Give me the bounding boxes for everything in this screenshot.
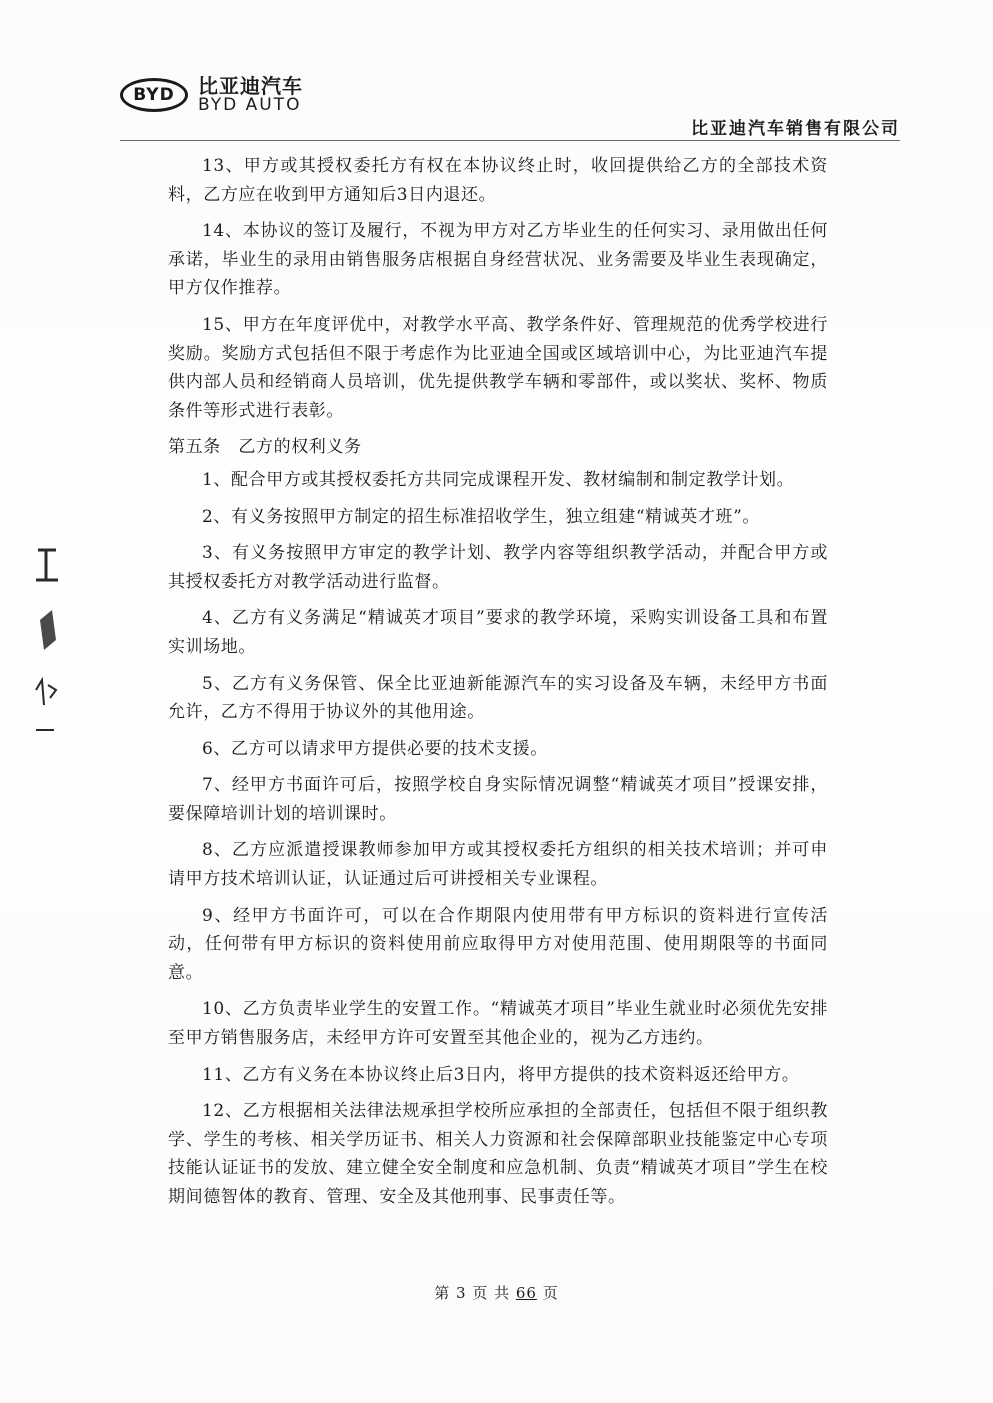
clause-paragraph: 6、乙方可以请求甲方提供必要的技术支援。 xyxy=(202,738,548,759)
margin-stamp-trace xyxy=(30,540,70,740)
clause-paragraph: 12、乙方根据相关法律法规承担学校所应承担的全部责任，包括但不限于组织教学、学生的考核、相关学历证书、相关人力资源和社会保障部职业技能鉴定中心专项技能认证证书的发放、建立健全安全制度和应急机制、负责“精诚英才项目”学生在校期间德智体的教育、管理、安全及其他刑事、民事责任等。 xyxy=(168,1101,828,1207)
section-heading: 第五条 乙方的权利义务 xyxy=(168,437,362,458)
clause-paragraph: 7、经甲方书面许可后，按照学校自身实际情况调整“精诚英才项目”授课安排，要保障培训计划的培训课时。 xyxy=(168,775,828,824)
clause-paragraph: 4、乙方有义务满足“精诚英才项目”要求的教学环境，采购实训设备工具和布置实训场地。 xyxy=(168,608,828,657)
header-divider xyxy=(120,140,900,141)
clause-paragraph: 1、配合甲方或其授权委托方共同完成课程开发、教材编制和制定教学计划。 xyxy=(202,469,795,490)
clause-paragraph: 5、乙方有义务保管、保全比亚迪新能源汽车的实习设备及车辆，未经甲方书面允许，乙方不得用于协议外的其他用途。 xyxy=(168,673,828,723)
clause-paragraph: 13、甲方或其授权委托方有权在本协议终止时，收回提供给乙方的全部技术资料，乙方应在收到甲方通知后3日内退还。 xyxy=(168,156,828,205)
clause-paragraph: 10、乙方负责毕业学生的安置工作。“精诚英才项目”毕业生就业时必须优先安排至甲方销售服务店，未经甲方许可安置至其他企业的，视为乙方违约。 xyxy=(168,999,828,1049)
clause-paragraph: 14、本协议的签订及履行，不视为甲方对乙方毕业生的任何实习、录用做出任何承诺，毕业生的录用由销售服务店根据自身经营状况、业务需要及毕业生表现确定，甲方仅作推荐。 xyxy=(168,221,828,299)
clause-paragraph: 3、有义务按照甲方审定的教学计划、教学内容等组织教学活动，并配合甲方或其授权委托方对教学活动进行监督。 xyxy=(168,543,828,592)
logo-cn-text: 比亚迪汽车 xyxy=(198,74,303,98)
company-name: 比亚迪汽车销售有限公司 xyxy=(691,119,900,139)
clause-paragraph: 2、有义务按照甲方制定的招生标准招收学生，独立组建“精诚英才班”。 xyxy=(202,506,760,527)
page-number-prefix: 第 3 页 共 xyxy=(434,1284,511,1302)
stamp-trace-graphic xyxy=(30,540,70,740)
document-body xyxy=(168,152,828,1220)
clause-paragraph: 15、甲方在年度评优中，对教学水平高、教学条件好、管理规范的优秀学校进行奖励。奖励方式包括但不限于考虑作为比亚迪全国或区域培训中心，为比亚迪汽车提供内部人员和经销商人员培训，优先提供教学车辆和零部件，或以奖状、奖杯、物质条件等形式进行表彰。 xyxy=(168,314,828,421)
byd-logo-text xyxy=(198,76,303,115)
page-total: 66 xyxy=(515,1284,537,1302)
logo-en-text: BYD AUTO xyxy=(198,95,302,115)
clause-paragraph: 8、乙方应派遣授课教师参加甲方或其授权委托方组织的相关技术培训；并可申请甲方技术培训认证，认证通过后可讲授相关专业课程。 xyxy=(168,840,828,890)
clause-paragraph: 9、经甲方书面许可，可以在合作期限内使用带有甲方标识的资料进行宣传活动，任何带有甲方标识的资料使用前应取得甲方对使用范围、使用期限等的书面同意。 xyxy=(168,905,828,983)
byd-logo-mark: BYD xyxy=(120,78,188,112)
page-number-suffix: 页 xyxy=(542,1284,559,1302)
page-header xyxy=(120,70,900,142)
clause-paragraph: 11、乙方有义务在本协议终止后3日内，将甲方提供的技术资料返还给甲方。 xyxy=(202,1064,800,1085)
page-number xyxy=(0,1282,993,1303)
byd-logo xyxy=(120,76,303,115)
